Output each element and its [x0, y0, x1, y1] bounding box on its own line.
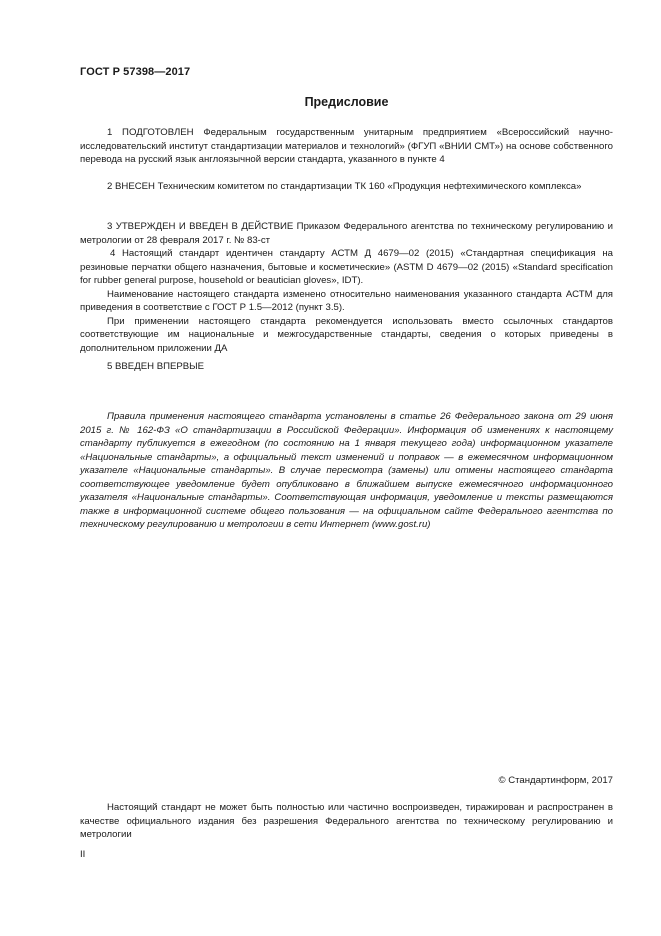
preface-item-2-text: 2 ВНЕСЕН Техническим комитетом по стандартизации ТК 160 «Продукция нефтехимического комплекса» — [107, 181, 582, 192]
preface-item-5 — [80, 360, 613, 374]
preface-item-4-note-refs: При применении настоящего стандарта рекомендуется использовать вместо ссылочных стандартов соответствующие им национальные и межгосударственные стандарты, сведения о которых приведены в дополнительном приложении ДА — [80, 315, 613, 354]
application-rules-notice — [80, 410, 613, 532]
preface-item-4-note-name: Наименование настоящего стандарта изменено относительно наименования указанного стандарта АСТМ для приведения в соответствие с ГОСТ Р 1.5—2012 (пункт 3.5). — [80, 288, 613, 313]
preface-item-5-text: 5 ВВЕДЕН ВПЕРВЫЕ — [107, 361, 205, 372]
page-number: II — [80, 849, 86, 860]
preface-item-4-text: 4 Настоящий стандарт идентичен стандарту АСТМ Д 4679—02 (2015) «Стандартная спецификация на резиновые перчатки общего назначения, бытовые и косметические» (ASTM D 4679—02 (2015) «Standard specification for rubber general purpose, household or beautician gloves», IDT). — [80, 248, 613, 286]
preface-item-3-text: 3 УТВЕРЖДЕН И ВВЕДЕН В ДЕЙСТВИЕ Приказом Федерального агентства по техническому регулированию и метрологии от 28 февраля 2017 г. № 83-ст — [80, 221, 613, 246]
reproduction-notice-text: Настоящий стандарт не может быть полностью или частично воспроизведен, тиражирован и распространен в качестве официального издания без разрешения Федерального агентства по техническому регулированию и метрологии — [80, 802, 613, 840]
preface-item-1 — [80, 126, 613, 167]
application-rules-text: Правила применения настоящего стандарта установлены в статье 26 Федерального закона от 29 июня 2015 г. № 162-ФЗ «О стандартизации в Российской Федерации». Информация об изменениях к настоящему стандарту публикуется в ежегодном (по состоянию на 1 января текущего года) информационном указателе «Национальные стандарты», а официальный текст изменений и поправок — в ежемесячном информационном указателе «Национальные стандарты». В случае пересмотра (замены) или отмены настоящего стандарта соответствующее уведомление будет опубликовано в ближайшем выпуске ежемесячного информационного указателя «Национальные стандарты». Соответствующая информация, уведомление и тексты размещаются также в информационной системе общего пользования — на официальном сайте Федерального агентства по техническому регулированию и метрологии в сети Интернет (www.gost.ru) — [80, 411, 613, 530]
preface-item-2 — [80, 180, 613, 194]
document-header: ГОСТ Р 57398—2017 — [80, 66, 191, 78]
preface-items-3-4 — [80, 220, 613, 355]
copyright: © Стандартинформ, 2017 — [498, 775, 613, 786]
page-title: Предисловие — [304, 95, 389, 109]
preface-item-1-text: 1 ПОДГОТОВЛЕН Федеральным государственным унитарным предприятием «Всероссийский научно-исследовательский институт стандартизации материалов и технологий» (ФГУП «ВНИИ СМТ») на основе собственного перевода на русский язык англоязычной версии стандарта, указанного в пункте 4 — [80, 127, 613, 165]
reproduction-notice — [80, 801, 613, 842]
